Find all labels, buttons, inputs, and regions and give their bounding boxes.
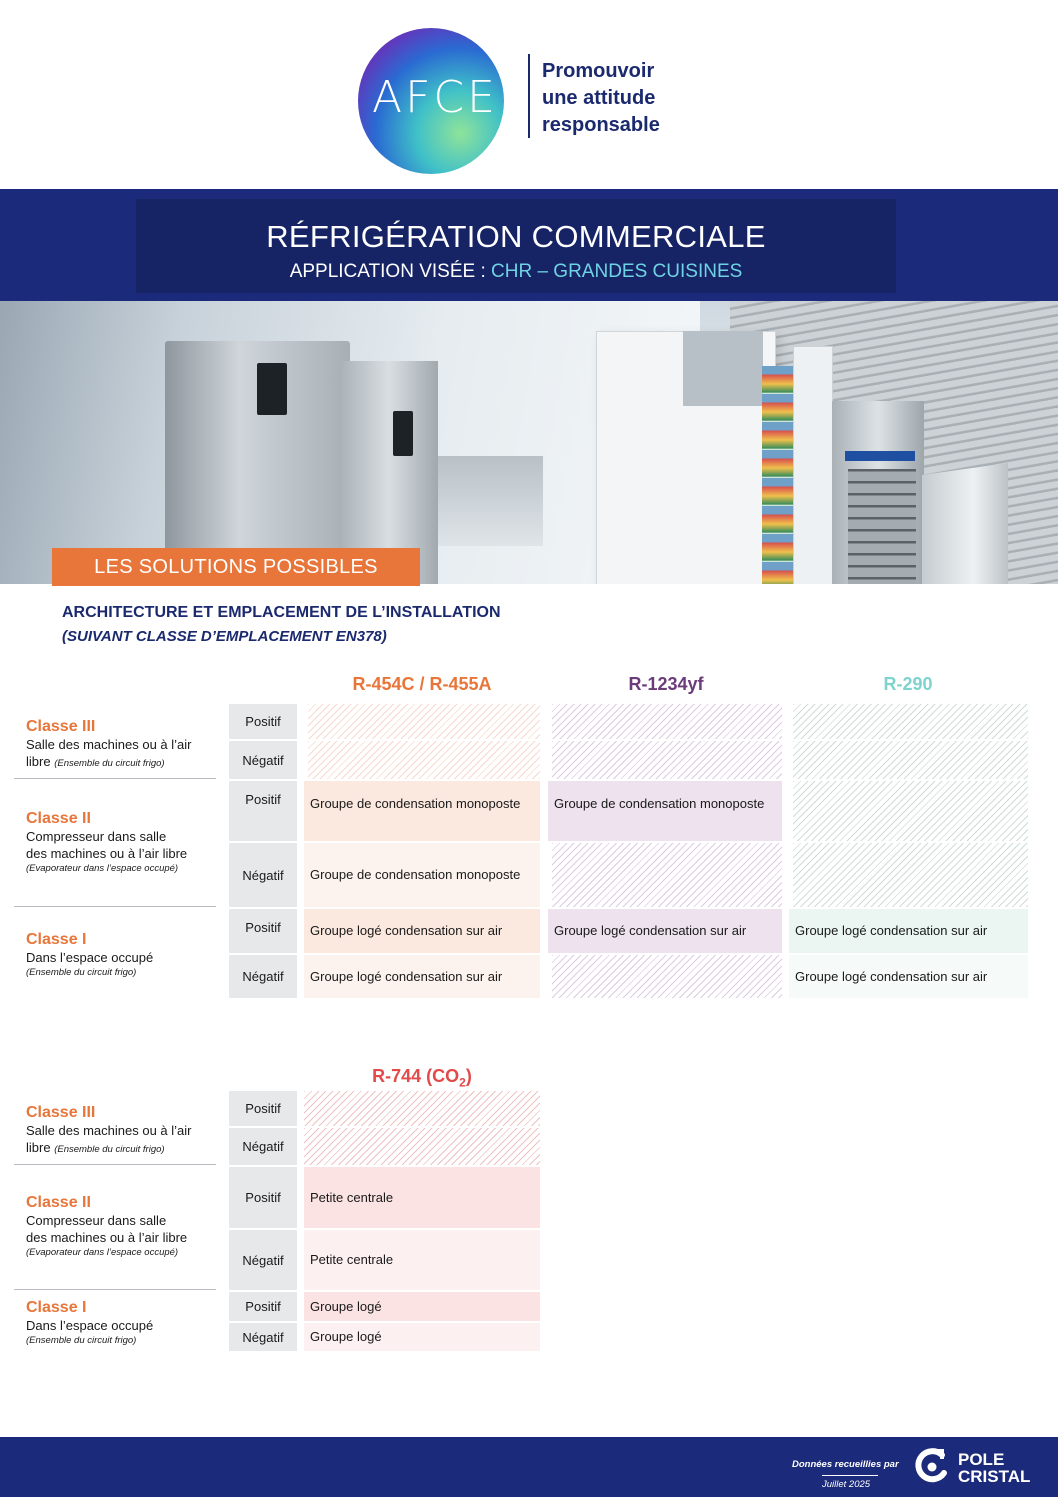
- column-header-r1234yf: R-1234yf: [628, 674, 704, 694]
- brand-line-1: POLE: [958, 1450, 1005, 1469]
- class-i-label: [26, 1299, 218, 1348]
- class-name: Classe I: [26, 931, 87, 948]
- afce-logo: [358, 28, 698, 174]
- class-note: (Evaporateur dans l’espace occupé): [26, 863, 179, 874]
- class-desc: Salle des machines ou à l’air: [26, 737, 192, 752]
- class-divider: [14, 1289, 216, 1290]
- brand-line-2: CRISTAL: [958, 1467, 1031, 1486]
- photo-control-panel: [257, 363, 287, 415]
- row-label-negatif: Négatif: [229, 741, 297, 779]
- class-desc-line-2: [26, 753, 218, 772]
- class-desc: Dans l’espace occupé: [26, 950, 154, 965]
- class-desc: Compresseur dans salle: [26, 1213, 167, 1228]
- class-ii-label: [26, 810, 218, 876]
- class-desc-line-2: des machines ou à l’air libre: [26, 846, 188, 861]
- cell-solution: Groupe de condensation monoposte: [548, 781, 782, 841]
- cell-solution: Groupe de condensation monoposte: [304, 781, 540, 841]
- cell-solution: Groupe logé condensation sur air: [548, 909, 782, 953]
- photo-cabinet-door: [922, 463, 1008, 584]
- photo-cooling-unit: [683, 331, 763, 406]
- cell-unavailable: [552, 741, 782, 779]
- row-label-negatif: Négatif: [229, 955, 297, 998]
- row-label-negatif: Négatif: [229, 1128, 297, 1165]
- class-note: (Ensemble du circuit frigo): [54, 1144, 165, 1155]
- cell-solution: Groupe logé condensation sur air: [304, 955, 540, 998]
- r744-subscript: 2: [459, 1075, 466, 1090]
- class-ii-label: [26, 1194, 218, 1260]
- row-label-negatif: Négatif: [229, 843, 297, 907]
- class-desc-word: libre: [26, 1140, 51, 1155]
- footer-date: Juillet 2025: [822, 1479, 871, 1490]
- photo-cabinet-racks: [848, 469, 916, 584]
- class-divider: [14, 778, 216, 779]
- tagline-line-2: une attitude: [542, 87, 656, 109]
- class-note: (Ensemble du circuit frigo): [26, 1335, 137, 1346]
- class-note: (Ensemble du circuit frigo): [54, 758, 165, 769]
- section-title: ARCHITECTURE ET EMPLACEMENT DE L’INSTALLATION: [62, 604, 501, 621]
- pole-cristal-icon: [912, 1447, 952, 1487]
- cell-unavailable: [793, 704, 1028, 739]
- column-header-r454c: R-454C / R-455A: [352, 674, 492, 694]
- footer: [0, 1437, 1058, 1497]
- row-label-positif: Positif: [229, 1292, 297, 1321]
- class-divider: [14, 1164, 216, 1165]
- page-subtitle: [136, 261, 896, 283]
- cell-solution: Petite centrale: [304, 1230, 540, 1290]
- photo-cold-room-door: [793, 346, 833, 584]
- title-banner-inner: [136, 199, 896, 293]
- subtitle-accent: CHR – GRANDES CUISINES: [491, 261, 743, 282]
- photo-hood: [438, 456, 543, 546]
- cell-solution: Groupe logé: [304, 1323, 540, 1351]
- cell-unavailable: [793, 741, 1028, 779]
- cell-unavailable: [552, 704, 782, 739]
- cell-solution: Petite centrale: [304, 1167, 540, 1228]
- solutions-tag: LES SOLUTIONS POSSIBLES: [52, 548, 420, 586]
- class-desc-word: libre: [26, 754, 51, 769]
- section-subtitle: (SUIVANT CLASSE D’EMPLACEMENT EN378): [62, 628, 387, 645]
- cell-unavailable: [308, 741, 540, 779]
- r744-close: ): [465, 1066, 472, 1086]
- class-desc: Dans l’espace occupé: [26, 1318, 154, 1333]
- class-iii-label: [26, 1104, 218, 1158]
- row-label-positif: Positif: [229, 1091, 297, 1126]
- cell-solution: Groupe logé: [304, 1292, 540, 1321]
- class-note: (Evaporateur dans l’espace occupé): [26, 1247, 179, 1258]
- class-desc-line-2: des machines ou à l’air libre: [26, 1230, 188, 1245]
- footer-divider: [822, 1475, 878, 1476]
- class-name: Classe III: [26, 1104, 96, 1121]
- logo-divider: [528, 54, 530, 138]
- class-name: Classe II: [26, 1194, 91, 1211]
- photo-cabinet-display: [845, 451, 915, 461]
- cell-solution: Groupe logé condensation sur air: [789, 955, 1028, 998]
- class-divider: [14, 906, 216, 907]
- row-label-positif: Positif: [229, 781, 297, 841]
- cell-unavailable: [304, 1091, 540, 1126]
- page-title: RÉFRIGÉRATION COMMERCIALE: [266, 219, 766, 254]
- cell-unavailable: [304, 1128, 540, 1165]
- pole-cristal-brand: [958, 1451, 1030, 1485]
- cell-unavailable: [552, 955, 782, 998]
- tagline-line-3: responsable: [542, 114, 660, 136]
- row-label-negatif: Négatif: [229, 1323, 297, 1351]
- cell-solution: Groupe logé condensation sur air: [304, 909, 540, 953]
- class-iii-label: [26, 718, 218, 772]
- cell-unavailable: [308, 704, 540, 739]
- photo-control-panel-2: [393, 411, 413, 456]
- row-label-positif: Positif: [229, 909, 297, 953]
- class-desc: Salle des machines ou à l’air: [26, 1123, 192, 1138]
- subtitle-prefix: APPLICATION VISÉE :: [289, 261, 492, 282]
- kitchen-photo: [0, 301, 1058, 584]
- cell-unavailable: [793, 781, 1028, 841]
- class-name: Classe III: [26, 718, 96, 735]
- logo-tagline: [542, 58, 660, 139]
- class-name: Classe I: [26, 1299, 87, 1316]
- cell-unavailable: [793, 843, 1028, 907]
- class-note: (Ensemble du circuit frigo): [26, 967, 137, 978]
- title-banner: [0, 189, 1058, 301]
- cell-unavailable: [552, 843, 782, 907]
- class-i-label: [26, 931, 218, 980]
- row-label-positif: Positif: [229, 1167, 297, 1228]
- column-header-r290: R-290: [883, 674, 933, 694]
- column-header-r744: [304, 1066, 540, 1090]
- row-label-negatif: Négatif: [229, 1230, 297, 1290]
- row-label-positif: Positif: [229, 704, 297, 739]
- tagline-line-1: Promouvoir: [542, 60, 655, 82]
- class-name: Classe II: [26, 810, 91, 827]
- footer-source: Données recueillies par: [792, 1459, 899, 1470]
- cell-solution: Groupe de condensation monoposte: [304, 843, 540, 907]
- class-desc: Compresseur dans salle: [26, 829, 167, 844]
- class-desc-line-2: [26, 1139, 218, 1158]
- r744-label: R-744 (CO: [372, 1066, 460, 1086]
- logo-text: AFCE: [372, 72, 498, 123]
- cell-solution: Groupe logé condensation sur air: [789, 909, 1028, 953]
